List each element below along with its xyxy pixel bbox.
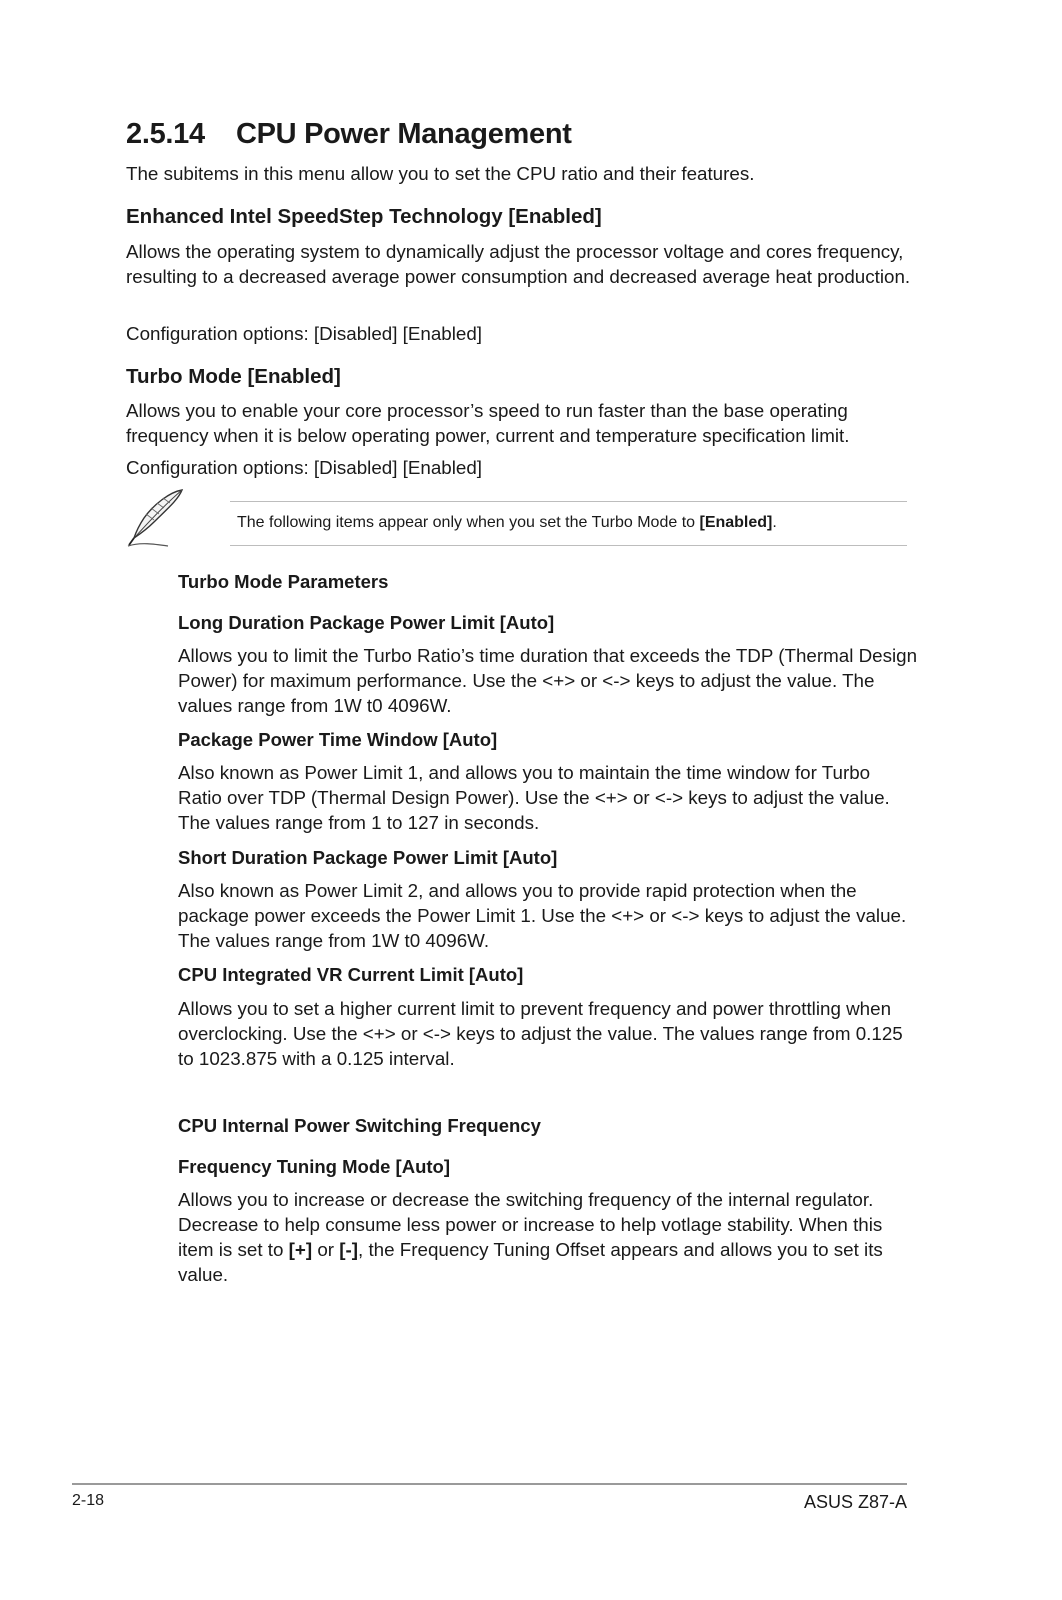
tuning-minus: [-] bbox=[339, 1239, 359, 1260]
pen-note-icon bbox=[124, 484, 190, 550]
note-top-rule bbox=[230, 501, 907, 502]
vr-current-heading: CPU Integrated VR Current Limit [Auto] bbox=[178, 964, 524, 985]
long-duration-body: Allows you to limit the Turbo Ratio’s time duration that exceeds the TDP (Thermal Design Power) for maximum performance. Use the <+> or <-> keys to adjust the value. The values range from 1W t0 4096W. bbox=[178, 645, 918, 716]
speedstep-heading: Enhanced Intel SpeedStep Technology [Enabled] bbox=[126, 205, 602, 228]
turbo-params-heading: Turbo Mode Parameters bbox=[178, 571, 389, 592]
note-text-before: The following items appear only when you set the Turbo Mode to bbox=[237, 514, 700, 531]
turbo-options: Configuration options: [Disabled] [Enabled] bbox=[126, 457, 483, 478]
product-name: ASUS Z87-A bbox=[803, 1492, 907, 1512]
short-duration-heading: Short Duration Package Power Limit [Auto] bbox=[178, 847, 558, 868]
speedstep-options: Configuration options: [Disabled] [Enabled] bbox=[126, 323, 483, 344]
switching-heading: CPU Internal Power Switching Frequency bbox=[178, 1115, 541, 1136]
tuning-body-after: , the Frequency Tuning Offset appears and allows you to set its value. bbox=[178, 1239, 883, 1285]
tuning-body-before: Allows you to increase or decrease the switching frequency of the internal regulator. Decrease to help consume less power or increase to help votlage stability. When this item is set to bbox=[178, 1189, 883, 1260]
speedstep-body: Allows the operating system to dynamically adjust the processor voltage and cores frequency, resulting to a decreased average power consumption and decreased average heat production. bbox=[126, 241, 911, 287]
short-duration-body: Also known as Power Limit 2, and allows you to provide rapid protection when the package power exceeds the Power Limit 1. Use the <+> or <-> keys to adjust the value. The values range from 1W t0 4096W. bbox=[178, 880, 907, 951]
section-intro: The subitems in this menu allow you to set the CPU ratio and their features. bbox=[126, 163, 755, 184]
tuning-mode-body bbox=[178, 1187, 918, 1287]
turbo-heading: Turbo Mode [Enabled] bbox=[126, 365, 341, 388]
section-number: 2.5.14 bbox=[126, 118, 205, 150]
section-title-text: CPU Power Management bbox=[236, 118, 572, 150]
page-number: 2-18 bbox=[72, 1492, 105, 1509]
time-window-heading: Package Power Time Window [Auto] bbox=[178, 729, 498, 750]
turbo-body: Allows you to enable your core processor’s speed to run faster than the base operating frequency when it is below operating power, current and temperature specification limit. bbox=[126, 400, 850, 446]
tuning-mode-heading: Frequency Tuning Mode [Auto] bbox=[178, 1156, 450, 1177]
section-title bbox=[126, 118, 572, 151]
long-duration-heading: Long Duration Package Power Limit [Auto] bbox=[178, 612, 555, 633]
tuning-plus: [+] bbox=[288, 1239, 313, 1260]
vr-current-body: Allows you to set a higher current limit to prevent frequency and power throttling when overclocking. Use the <+> or <-> keys to adjust the value. The values range from 0.125 to 1023.875 with a 0.125 interval. bbox=[178, 998, 903, 1069]
time-window-body: Also known as Power Limit 1, and allows you to maintain the time window for Turbo Ratio over TDP (Thermal Design Power). Use the <+> or <-> keys to adjust the value. The values range from 1 to 127 in seconds. bbox=[178, 762, 890, 833]
footer-rule bbox=[72, 1483, 907, 1485]
tuning-or: or bbox=[312, 1239, 340, 1260]
note-bottom-rule bbox=[230, 545, 907, 546]
note-text-bold: [Enabled] bbox=[699, 514, 773, 531]
note-text bbox=[237, 514, 777, 532]
note-text-after: . bbox=[772, 514, 777, 531]
